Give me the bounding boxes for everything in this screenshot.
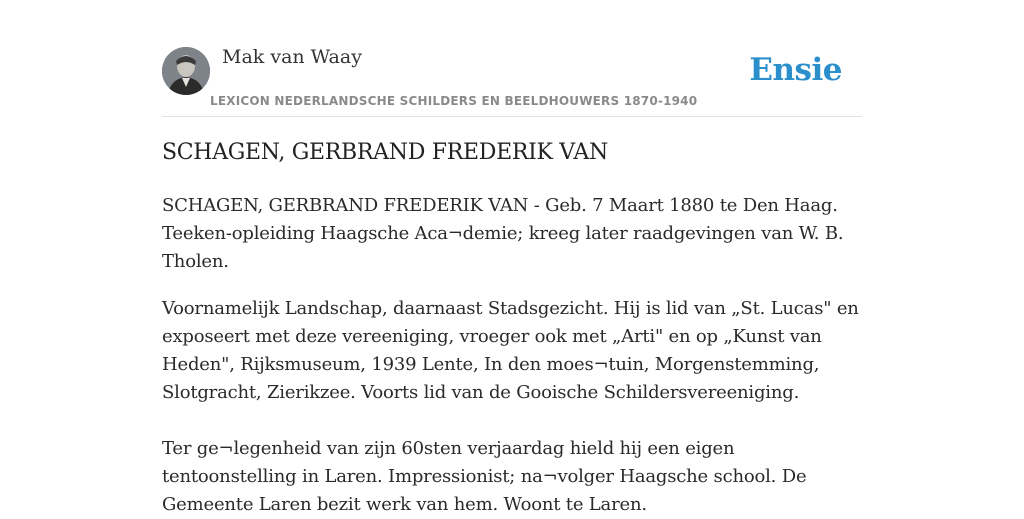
paragraph: Voornamelijk Landschap, daarnaast Stadsgezicht. Hij is lid van „St. Lucas" en exposeert met deze vereeniging, vroeger ook met „Arti" en op „Kunst van Heden", Rijksmuseum, 1939 Lente, In den moes¬tuin, Morgenstemming, Slotgracht, Zierikzee. Voorts lid van de Gooische Schildersvereeniging. [162, 298, 859, 403]
page-title: SCHAGEN, GERBRAND FREDERIK VAN [162, 140, 608, 165]
author-name[interactable]: Mak van Waay [222, 46, 362, 68]
author-avatar[interactable] [162, 47, 210, 95]
lexicon-subtitle[interactable]: LEXICON NEDERLANDSCHE SCHILDERS EN BEELDHOUWERS 1870-1940 [210, 94, 698, 108]
paragraph: SCHAGEN, GERBRAND FREDERIK VAN - Geb. 7 Maart 1880 te Den Haag. Teeken-opleiding Haagsche Aca¬demie; kreeg later raadgevingen van W. B. Tholen. [162, 195, 844, 272]
paragraph: Ter ge¬legenheid van zijn 60sten verjaardag hield hij een eigen tentoonstelling in Laren. Impressionist; na¬volger Haagsche school. De Gemeente Laren bezit werk van hem. Woont te Laren. [162, 438, 807, 515]
ensie-logo[interactable]: Ensie [749, 52, 842, 88]
header [162, 0, 862, 117]
portrait-image [162, 47, 210, 95]
article-body [162, 192, 862, 519]
